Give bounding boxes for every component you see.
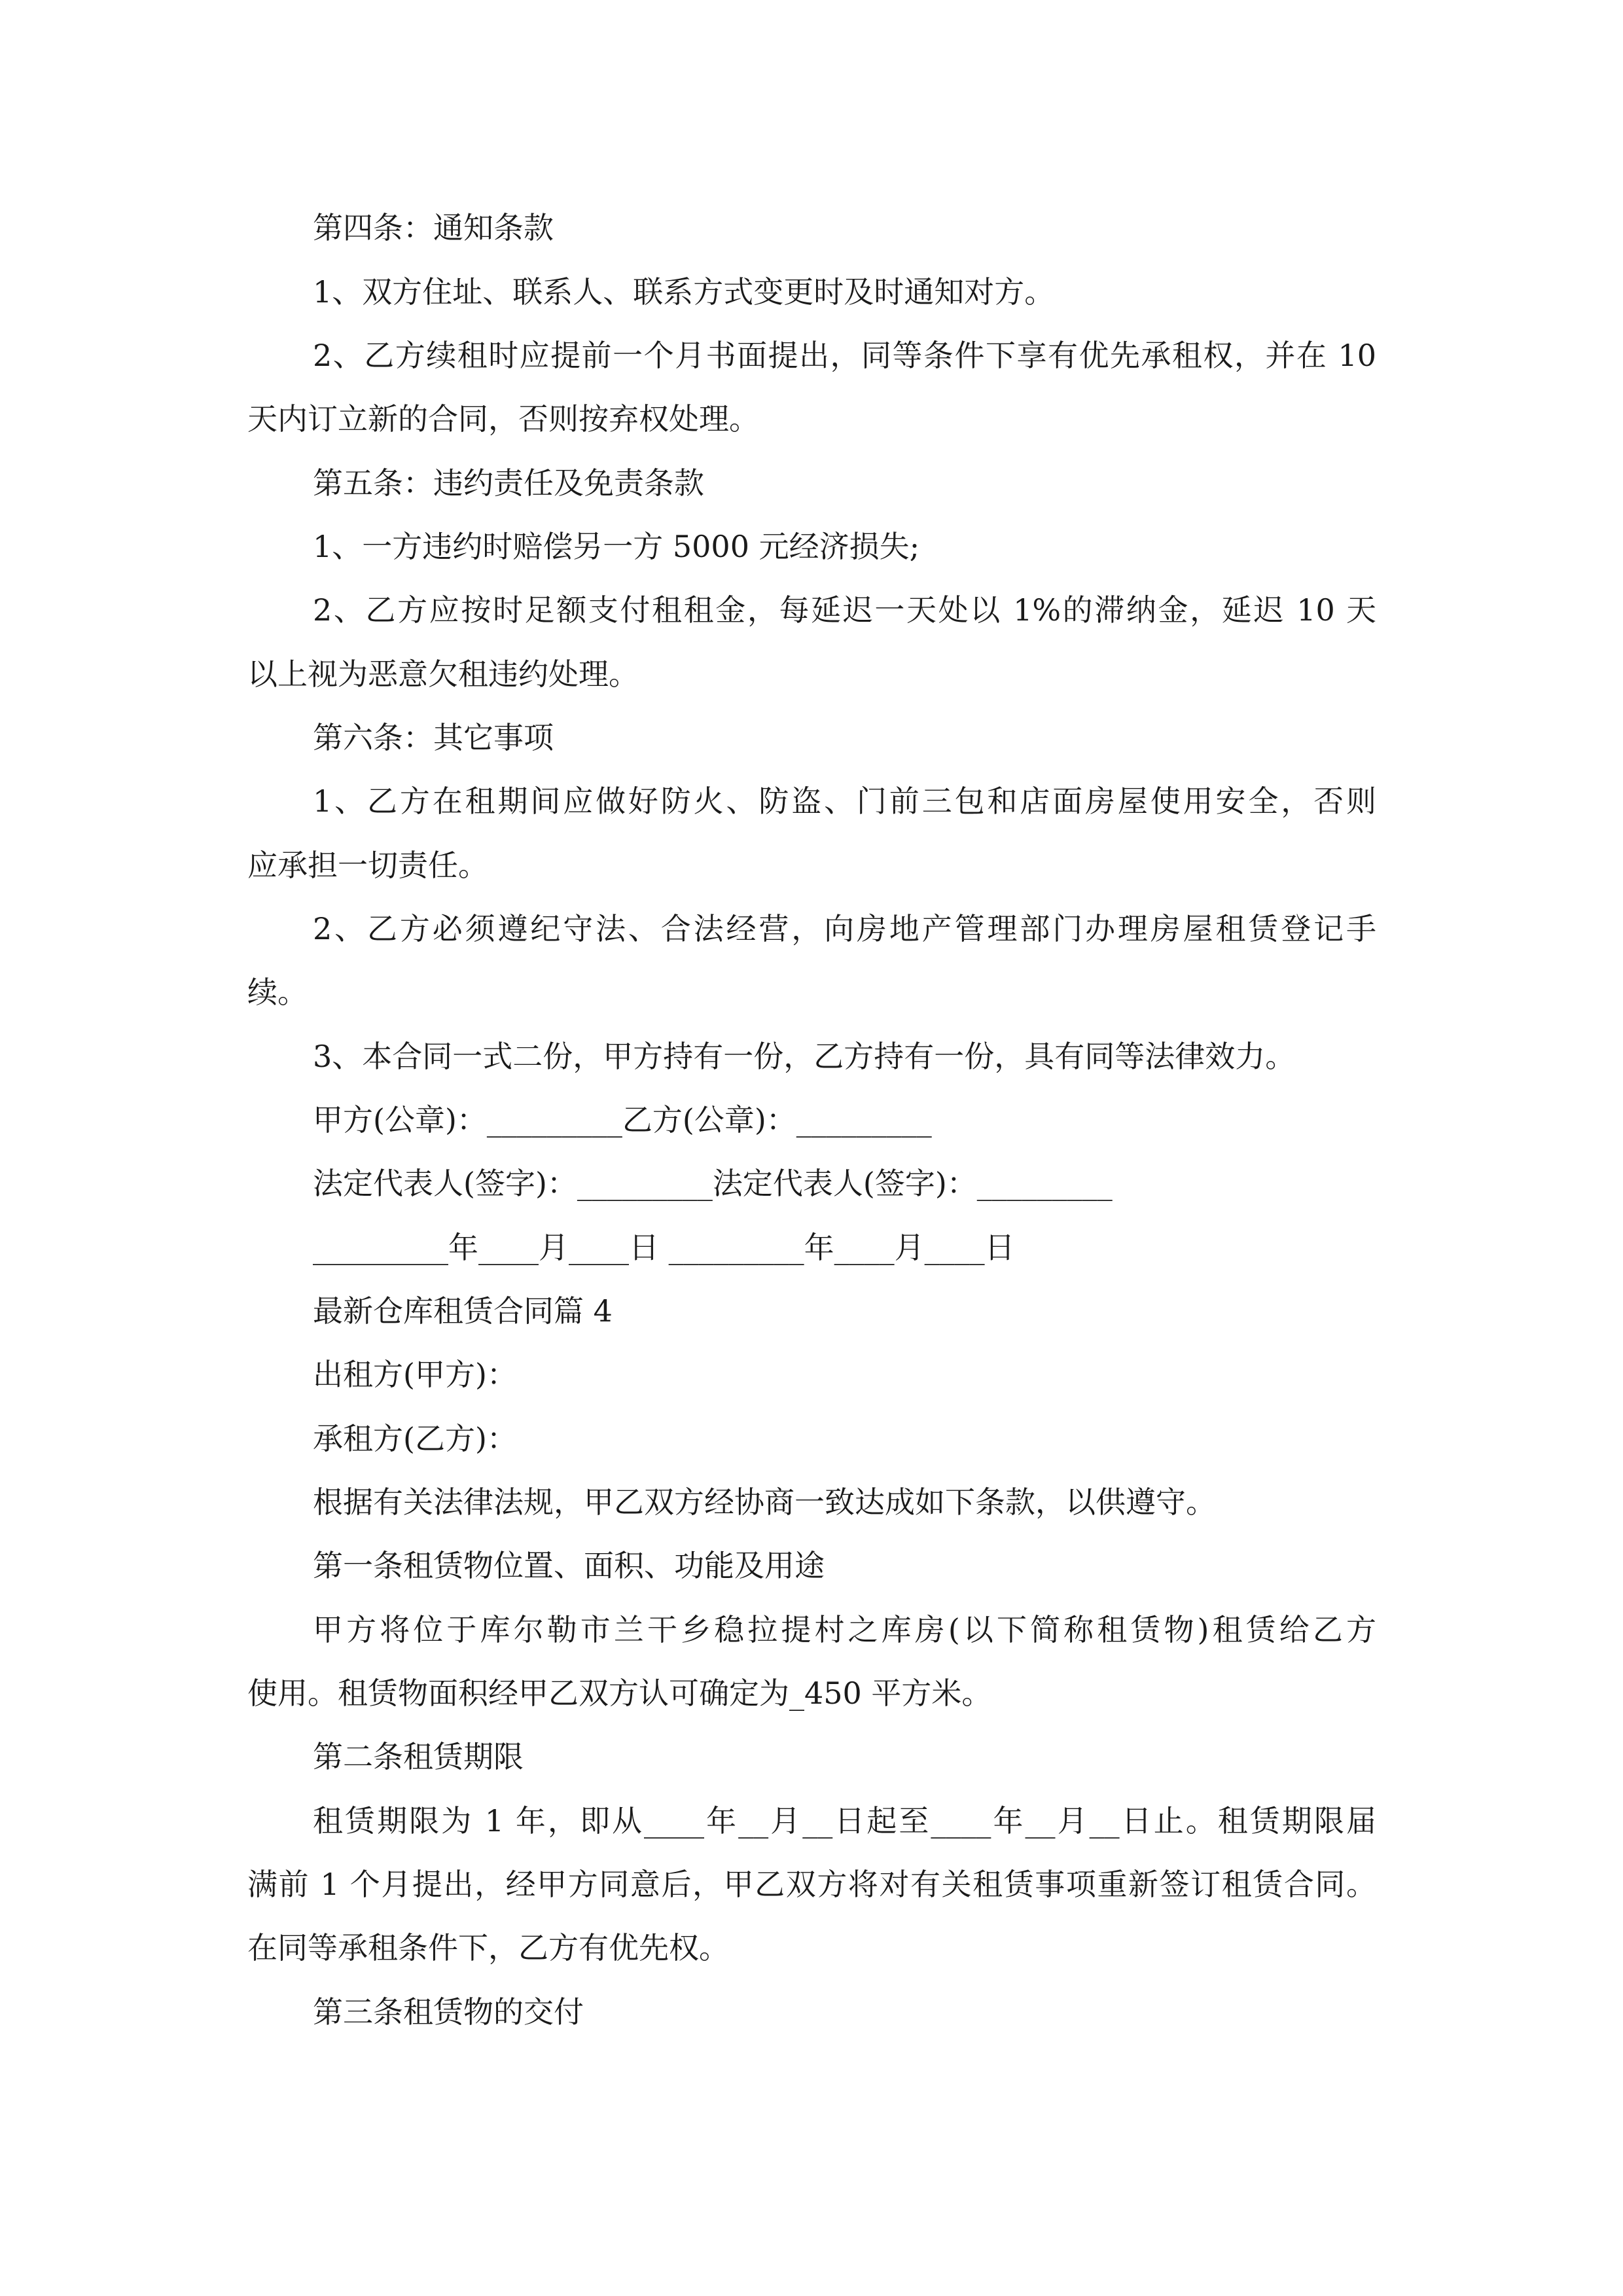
paragraph-line: 2、乙方续租时应提前一个月书面提出，同等条件下享有优先承租权，并在 10 — [313, 338, 1376, 373]
section-heading: 第六条：其它事项 — [313, 720, 554, 755]
paragraph-line: 天内订立新的合同，否则按弃权处理。 — [247, 401, 759, 437]
paragraph-line: 应承担一切责任。 — [247, 848, 488, 883]
paragraph-line: 1、乙方在租期间应做好防火、防盗、门前三包和店面房屋使用安全，否则 — [313, 783, 1376, 819]
paragraph-line: 续。 — [247, 975, 308, 1010]
section-title: 最新仓库租赁合同篇 4 — [313, 1293, 613, 1329]
paragraph-line: 租赁期限为 1 年，即从____年__月__日起至____年__月__日止。租赁期限届 — [313, 1803, 1376, 1839]
paragraph-line: 2、乙方应按时足额支付租租金，每延迟一天处以 1%的滞纳金，延迟 10 天 — [313, 592, 1376, 628]
paragraph-line: 3、本合同一式二份，甲方持有一份，乙方持有一份，具有同等法律效力。 — [313, 1039, 1296, 1074]
section-heading: 第四条：通知条款 — [313, 210, 554, 245]
section-heading: 第五条：违约责任及免责条款 — [313, 465, 704, 501]
party-line: 出租方(甲方)： — [313, 1357, 517, 1392]
paragraph-line: 满前 1 个月提出，经甲方同意后，甲乙双方将对有关租赁事项重新签订租赁合同。 — [247, 1867, 1376, 1902]
signature-line: 法定代表人(签字)：_________法定代表人(签字)：_________ — [313, 1166, 1113, 1201]
paragraph-line: 1、一方违约时赔偿另一方 5000 元经济损失; — [313, 529, 920, 564]
section-heading: 第二条租赁期限 — [313, 1739, 524, 1774]
paragraph-line: 以上视为恶意欠租违约处理。 — [247, 656, 639, 692]
paragraph-line: 使用。租赁物面积经甲乙双方认可确定为_450 平方米。 — [247, 1676, 992, 1711]
paragraph-line: 在同等承租条件下，乙方有优先权。 — [247, 1930, 729, 1965]
section-heading: 第三条租赁物的交付 — [313, 1994, 584, 2030]
paragraph-line: 1、双方住址、联系人、联系方式变更时及时通知对方。 — [313, 274, 1055, 310]
section-heading: 第一条租赁物位置、面积、功能及用途 — [313, 1548, 825, 1583]
paragraph-line: 2、乙方必须遵纪守法、合法经营，向房地产管理部门办理房屋租赁登记手 — [313, 911, 1376, 946]
party-line: 承租方(乙方)： — [313, 1421, 517, 1456]
paragraph-line: 根据有关法律法规，甲乙双方经协商一致达成如下条款，以供遵守。 — [313, 1484, 1216, 1520]
signature-line: 甲方(公章)：_________乙方(公章)：_________ — [313, 1102, 932, 1138]
paragraph-line: 甲方将位于库尔勒市兰干乡稳拉提村之库房(以下简称租赁物)租赁给乙方 — [313, 1612, 1376, 1647]
date-line: _________年____月____日 _________年____月____日 — [313, 1230, 1015, 1265]
